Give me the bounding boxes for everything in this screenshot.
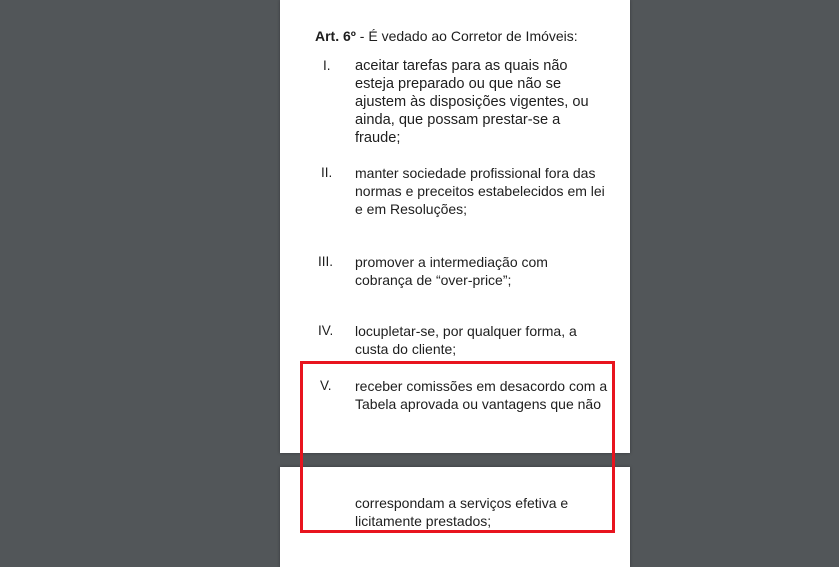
article-heading	[315, 27, 578, 45]
item-line: normas e preceitos estabelecidos em lei	[355, 183, 605, 199]
item-line: e em Resoluções;	[355, 201, 468, 217]
list-item	[355, 322, 577, 358]
list-item	[355, 164, 605, 218]
item-numeral: II.	[321, 165, 333, 180]
item-numeral: V.	[320, 378, 332, 393]
item-line: licitamente prestados;	[355, 513, 492, 529]
item-line: manter sociedade profissional fora das	[355, 165, 596, 181]
item-line: ainda, que possam prestar-se a	[355, 112, 561, 128]
item-line: fraude;	[355, 130, 401, 146]
item-line: correspondam a serviços efetiva e	[355, 495, 569, 511]
item-numeral: IV.	[318, 323, 334, 338]
item-line: esteja preparado ou que não se	[355, 76, 562, 92]
list-item	[355, 253, 548, 289]
item-line: promover a intermediação com	[355, 254, 548, 270]
item-line: cobrança de “over-price”;	[355, 272, 512, 288]
item-line: locupletar-se, por qualquer forma, a	[355, 323, 577, 339]
article-number: Art. 6º	[315, 28, 356, 44]
item-line: receber comissões em desacordo com a	[355, 378, 608, 394]
item-numeral: III.	[318, 254, 334, 269]
article-heading-text: - É vedado ao Corretor de Imóveis:	[355, 28, 578, 44]
list-item	[355, 57, 589, 147]
item-line: custa do cliente;	[355, 341, 457, 357]
item-line: aceitar tarefas para as quais não	[355, 58, 568, 74]
item-line: Tabela aprovada ou vantagens que não	[355, 396, 601, 412]
item-line: ajustem às disposições vigentes, ou	[355, 94, 589, 110]
item-numeral: I.	[323, 58, 331, 73]
highlight-box	[300, 361, 615, 533]
